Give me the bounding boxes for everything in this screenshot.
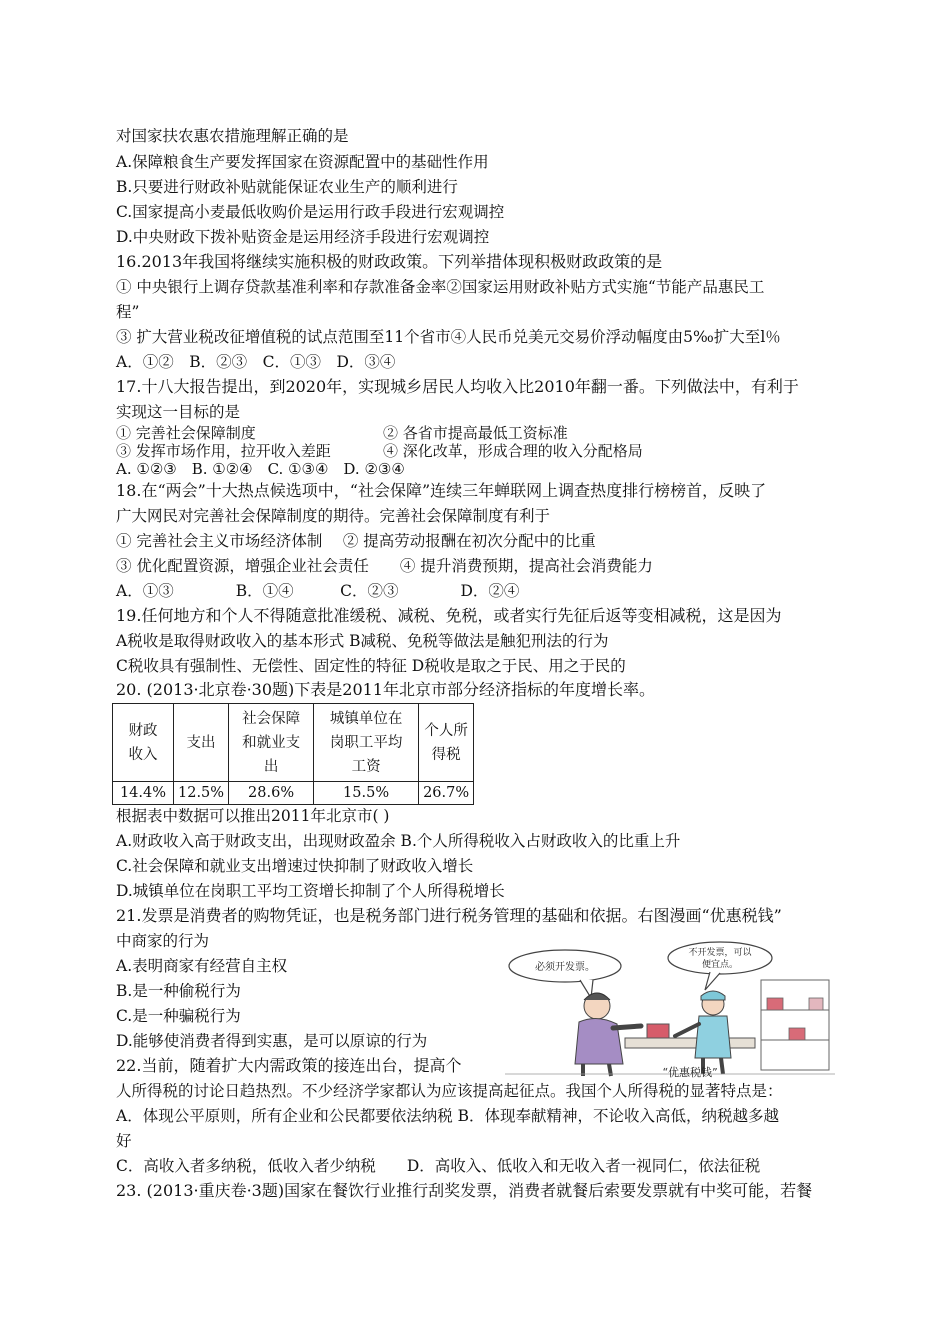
option-b: B.只要进行财政补贴就能保证农业生产的顺利进行: [116, 178, 458, 196]
q17-statement-2: ② 各省市提高最低工资标准: [383, 424, 568, 442]
q21-option-c: C.是一种骗税行为: [116, 1007, 241, 1025]
question-19: 19.任何地方和个人不得随意批准缓税、减税、免税，或者实行先征后返等变相减税，这是因为: [116, 606, 782, 625]
question-16: 16.2013年我国将继续实施积极的财政政策。下列举措体现积极财政政策的是: [116, 252, 663, 271]
q16-statement-3: ③ 扩大营业税改征增值税的试点范围至11个省市④人民币兑美元交易价浮动幅度由5‰扩大至l％: [116, 328, 781, 346]
text-line: 对国家扶农惠农措施理解正确的是: [116, 127, 349, 145]
option-a: A.保障粮食生产要发挥国家在资源配置中的基础性作用: [116, 153, 489, 171]
q17-statements-row-1: [116, 424, 568, 442]
question-20: 20. (2013·北京卷·30题)下表是2011年北京市部分经济指标的年度增长率。: [116, 680, 655, 699]
table-cell: 12.5%: [174, 782, 229, 805]
question-17: 17.十八大报告提出，到2020年，实现城乡居民人均收入比2010年翻一番。下列做法中，有利于: [116, 377, 799, 396]
question-21-cont: 中商家的行为: [116, 932, 210, 950]
q19-options-ab: A税收是取得财政收入的基本形式 B减税、免税等做法是触犯刑法的行为: [116, 632, 609, 650]
q20-option-d: D.城镇单位在岗职工平均工资增长抑制了个人所得税增长: [116, 882, 505, 900]
cash-register-icon: [647, 1024, 669, 1038]
speech-bubble-tail-right: [705, 972, 720, 990]
question-23: 23. (2013·重庆卷·3题)国家在餐饮行业推行刮奖发票，消费者就餐后索要发票就有中奖可能，若餐: [116, 1181, 813, 1200]
option-d: D.中央财政下拨补贴资金是运用经济手段进行宏观调控: [116, 228, 490, 246]
table-cell: 28.6%: [229, 782, 314, 805]
question-21: 21.发票是消费者的购物凭证，也是税务部门进行税务管理的基础和依据。右图漫画“优惠税钱”: [116, 906, 782, 925]
table-header-cell: 社会保障 和就业支 出: [229, 704, 314, 782]
table-cell: 15.5%: [314, 782, 419, 805]
q20-options-ab: A.财政收入高于财政支出，出现财政盈余 B.个人所得税收入占财政收入的比重上升: [116, 832, 681, 850]
cartoon-caption: “优惠税钱”: [662, 1066, 718, 1079]
q17-statement-3: ③ 发挥市场作用，拉开收入差距: [116, 442, 331, 460]
question-18: 18.在“两会”十大热点候选项中，“社会保障”连续三年蝉联网上调查热度排行榜榜首，反映了: [116, 481, 767, 500]
table-header-cell: 个人所 得税: [419, 704, 474, 782]
q18-options: A．①③ B．①④ C．②③ D．②④: [116, 582, 520, 600]
question-22-cont: 人所得税的讨论日趋热烈。不少经济学家都认为应该提高起征点。我国个人所得税的显著特点是：: [116, 1082, 783, 1100]
q17-statement-4: ④ 深化改革，形成合理的收入分配格局: [383, 442, 643, 460]
q17-statement-1: ① 完善社会保障制度: [116, 424, 256, 442]
table-header-cell: 支出: [174, 704, 229, 782]
bubble-text-right-1: 不开发票，可以: [688, 948, 752, 958]
table-cell: 14.4%: [113, 782, 174, 805]
table-row: [113, 782, 474, 805]
q20-prompt: 根据表中数据可以推出2011年北京市( ): [116, 807, 390, 825]
table-header-row: [113, 704, 474, 782]
growth-rate-table: [112, 703, 474, 805]
q17-options: A. ①②③ B. ①②④ C. ①③④ D. ②③④: [116, 460, 405, 478]
shop-shelf: [761, 980, 829, 1070]
shop-counter: [625, 1038, 755, 1048]
q18-statements-3-4: ③ 优化配置资源，增强企业社会责任 ④ 提升消费预期，提高社会消费能力: [116, 557, 653, 575]
shopkeeper-figure: [675, 991, 731, 1074]
table-header-cell: 城镇单位在 岗职工平均 工资: [314, 704, 419, 782]
table-header-cell: 财政 收入: [113, 704, 174, 782]
customer-figure: [575, 993, 641, 1076]
q19-options-cd: C税收具有强制性、无偿性、固定性的特征 D税收是取之于民、用之于民的: [116, 657, 626, 675]
table-cell: 26.7%: [419, 782, 474, 805]
question-18-cont: 广大网民对完善社会保障制度的期待。完善社会保障制度有利于: [116, 507, 551, 525]
question-17-cont: 实现这一目标的是: [116, 403, 241, 421]
q22-option-b-cont: 好: [116, 1132, 132, 1150]
bubble-text-left: 必须开发票。: [535, 962, 595, 973]
option-c: C.国家提高小麦最低收购价是运用行政手段进行宏观调控: [116, 203, 505, 221]
q16-statement-1: ① 中央银行上调存贷款基准利率和存款准备金率②国家运用财政补贴方式实施“节能产品惠民工: [116, 278, 765, 296]
q16-statement-1-cont: 程”: [116, 303, 140, 321]
q22-options-ab: A．体现公平原则，所有企业和公民都要依法纳税 B．体现奉献精神，不论收入高低，纳税越多越: [116, 1107, 780, 1125]
q22-options-cd: C．高收入者多纳税，低收入者少纳税 D．高收入、低收入和无收入者一视同仁，依法征税: [116, 1157, 761, 1175]
q21-option-a: A.表明商家有经营自主权: [116, 957, 288, 975]
q21-option-d: D.能够使消费者得到实惠，是可以原谅的行为: [116, 1032, 428, 1050]
tax-cartoon-image: [505, 940, 835, 1080]
q18-statements-1-2: ① 完善社会主义市场经济体制 ② 提高劳动报酬在初次分配中的比重: [116, 532, 596, 550]
q16-options: A．①② B．②③ C．①③ D．③④: [116, 353, 396, 371]
bubble-text-right-2: 便宜点。: [701, 960, 739, 970]
q17-statements-row-2: [116, 442, 643, 460]
q20-option-c: C.社会保障和就业支出增速过快抑制了财政收入增长: [116, 857, 474, 875]
q21-option-b: B.是一种偷税行为: [116, 982, 241, 1000]
question-22: 22.当前，随着扩大内需政策的接连出台，提高个: [116, 1056, 462, 1075]
